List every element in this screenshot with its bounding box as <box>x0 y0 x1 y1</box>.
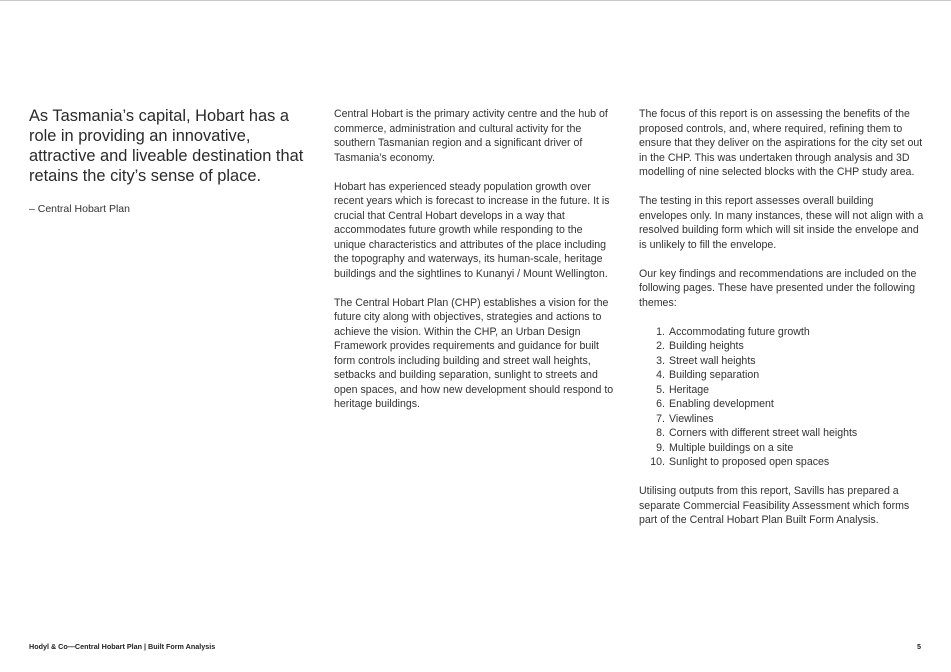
list-text: Sunlight to proposed open spaces <box>669 456 830 468</box>
list-text: Viewlines <box>669 412 714 425</box>
list-number: 8. <box>656 427 665 439</box>
list-number: 6. <box>656 398 665 410</box>
pull-quote: As Tasmania’s capital, Hobart has a role in providing an innovative, attractive and liveable destination that retains the city’s sense of place. <box>29 107 304 185</box>
quote-attribution: – Central Hobart Plan <box>29 203 130 215</box>
list-number: 4. <box>656 369 665 381</box>
list-text: Building separation <box>669 369 760 381</box>
list-item <box>639 368 924 383</box>
list-number: 2. <box>656 340 665 352</box>
themes-list <box>639 325 924 470</box>
footer-title: Hodyl & Co—Central Hobart Plan | Built Form Analysis <box>29 642 216 651</box>
paragraph: The testing in this report assesses overall building envelopes only. In many instances, these will not align with a resolved building form which will sit inside the envelope and is unlikely to fill the envelope. <box>639 195 924 251</box>
paragraph: Utilising outputs from this report, Savills has prepared a separate Commercial Feasibility Assessment which forms part of the Central Hobart Plan Built Form Analysis. <box>639 485 910 526</box>
list-item <box>639 354 924 369</box>
list-item <box>639 383 924 398</box>
list-number: 5. <box>656 383 665 396</box>
list-item <box>639 397 924 412</box>
list-item <box>639 426 924 441</box>
middle-column <box>334 107 616 426</box>
list-text: Heritage <box>669 383 710 396</box>
paragraph: Our key findings and recommendations are included on the following pages. These have presented under the following themes: <box>639 267 917 309</box>
paragraph: The Central Hobart Plan (CHP) establishes a vision for the future city along with objectives, strategies and actions to achieve the vision. Within the CHP, an Urban Design Framework provides requirements and guidance for built form controls including building and street wall heights, setbacks and building separation, sunlight to streets and open spaces, and how new development should respond to heritage buildings. <box>334 296 614 410</box>
paragraph: The focus of this report is on assessing the benefits of the proposed controls, and, where required, refining them to ensure that they deliver on the aspirations for the city set out in the CHP. This was undertaken through analysis and 3D modelling of nine selected blocks with the CHP study area. <box>639 108 923 178</box>
paragraph: Central Hobart is the primary activity centre and the hub of commerce, administration and cultural activity for the southern Tasmanian region and a significant driver of Tasmania’s economy. <box>334 108 608 164</box>
page-number: 5 <box>917 642 921 651</box>
list-item <box>639 455 924 470</box>
paragraph: Hobart has experienced steady population growth over recent years which is forecast to increase in the future. It is crucial that Central Hobart develops in a way that accommodates future growth while responding to the unique characteristics and attributes of the place including the topography and waterways, its human-scale, heritage buildings and the sightlines to Kunanyi / Mount Wellington. <box>334 180 610 280</box>
list-text: Enabling development <box>669 398 774 410</box>
list-number: 9. <box>656 441 665 454</box>
list-text: Street wall heights <box>669 354 756 367</box>
list-number: 10. <box>650 456 665 468</box>
top-border <box>0 0 951 1</box>
list-number: 3. <box>656 354 665 367</box>
list-text: Multiple buildings on a site <box>669 441 794 454</box>
list-text: Corners with different street wall heights <box>669 427 858 439</box>
list-item <box>639 325 924 340</box>
list-item <box>639 441 924 456</box>
list-item <box>639 412 924 427</box>
list-text: Building heights <box>669 340 744 352</box>
list-item <box>639 339 924 354</box>
list-number: 7. <box>656 412 665 425</box>
list-number: 1. <box>656 325 665 338</box>
list-text: Accommodating future growth <box>669 325 810 338</box>
right-column <box>639 107 924 542</box>
